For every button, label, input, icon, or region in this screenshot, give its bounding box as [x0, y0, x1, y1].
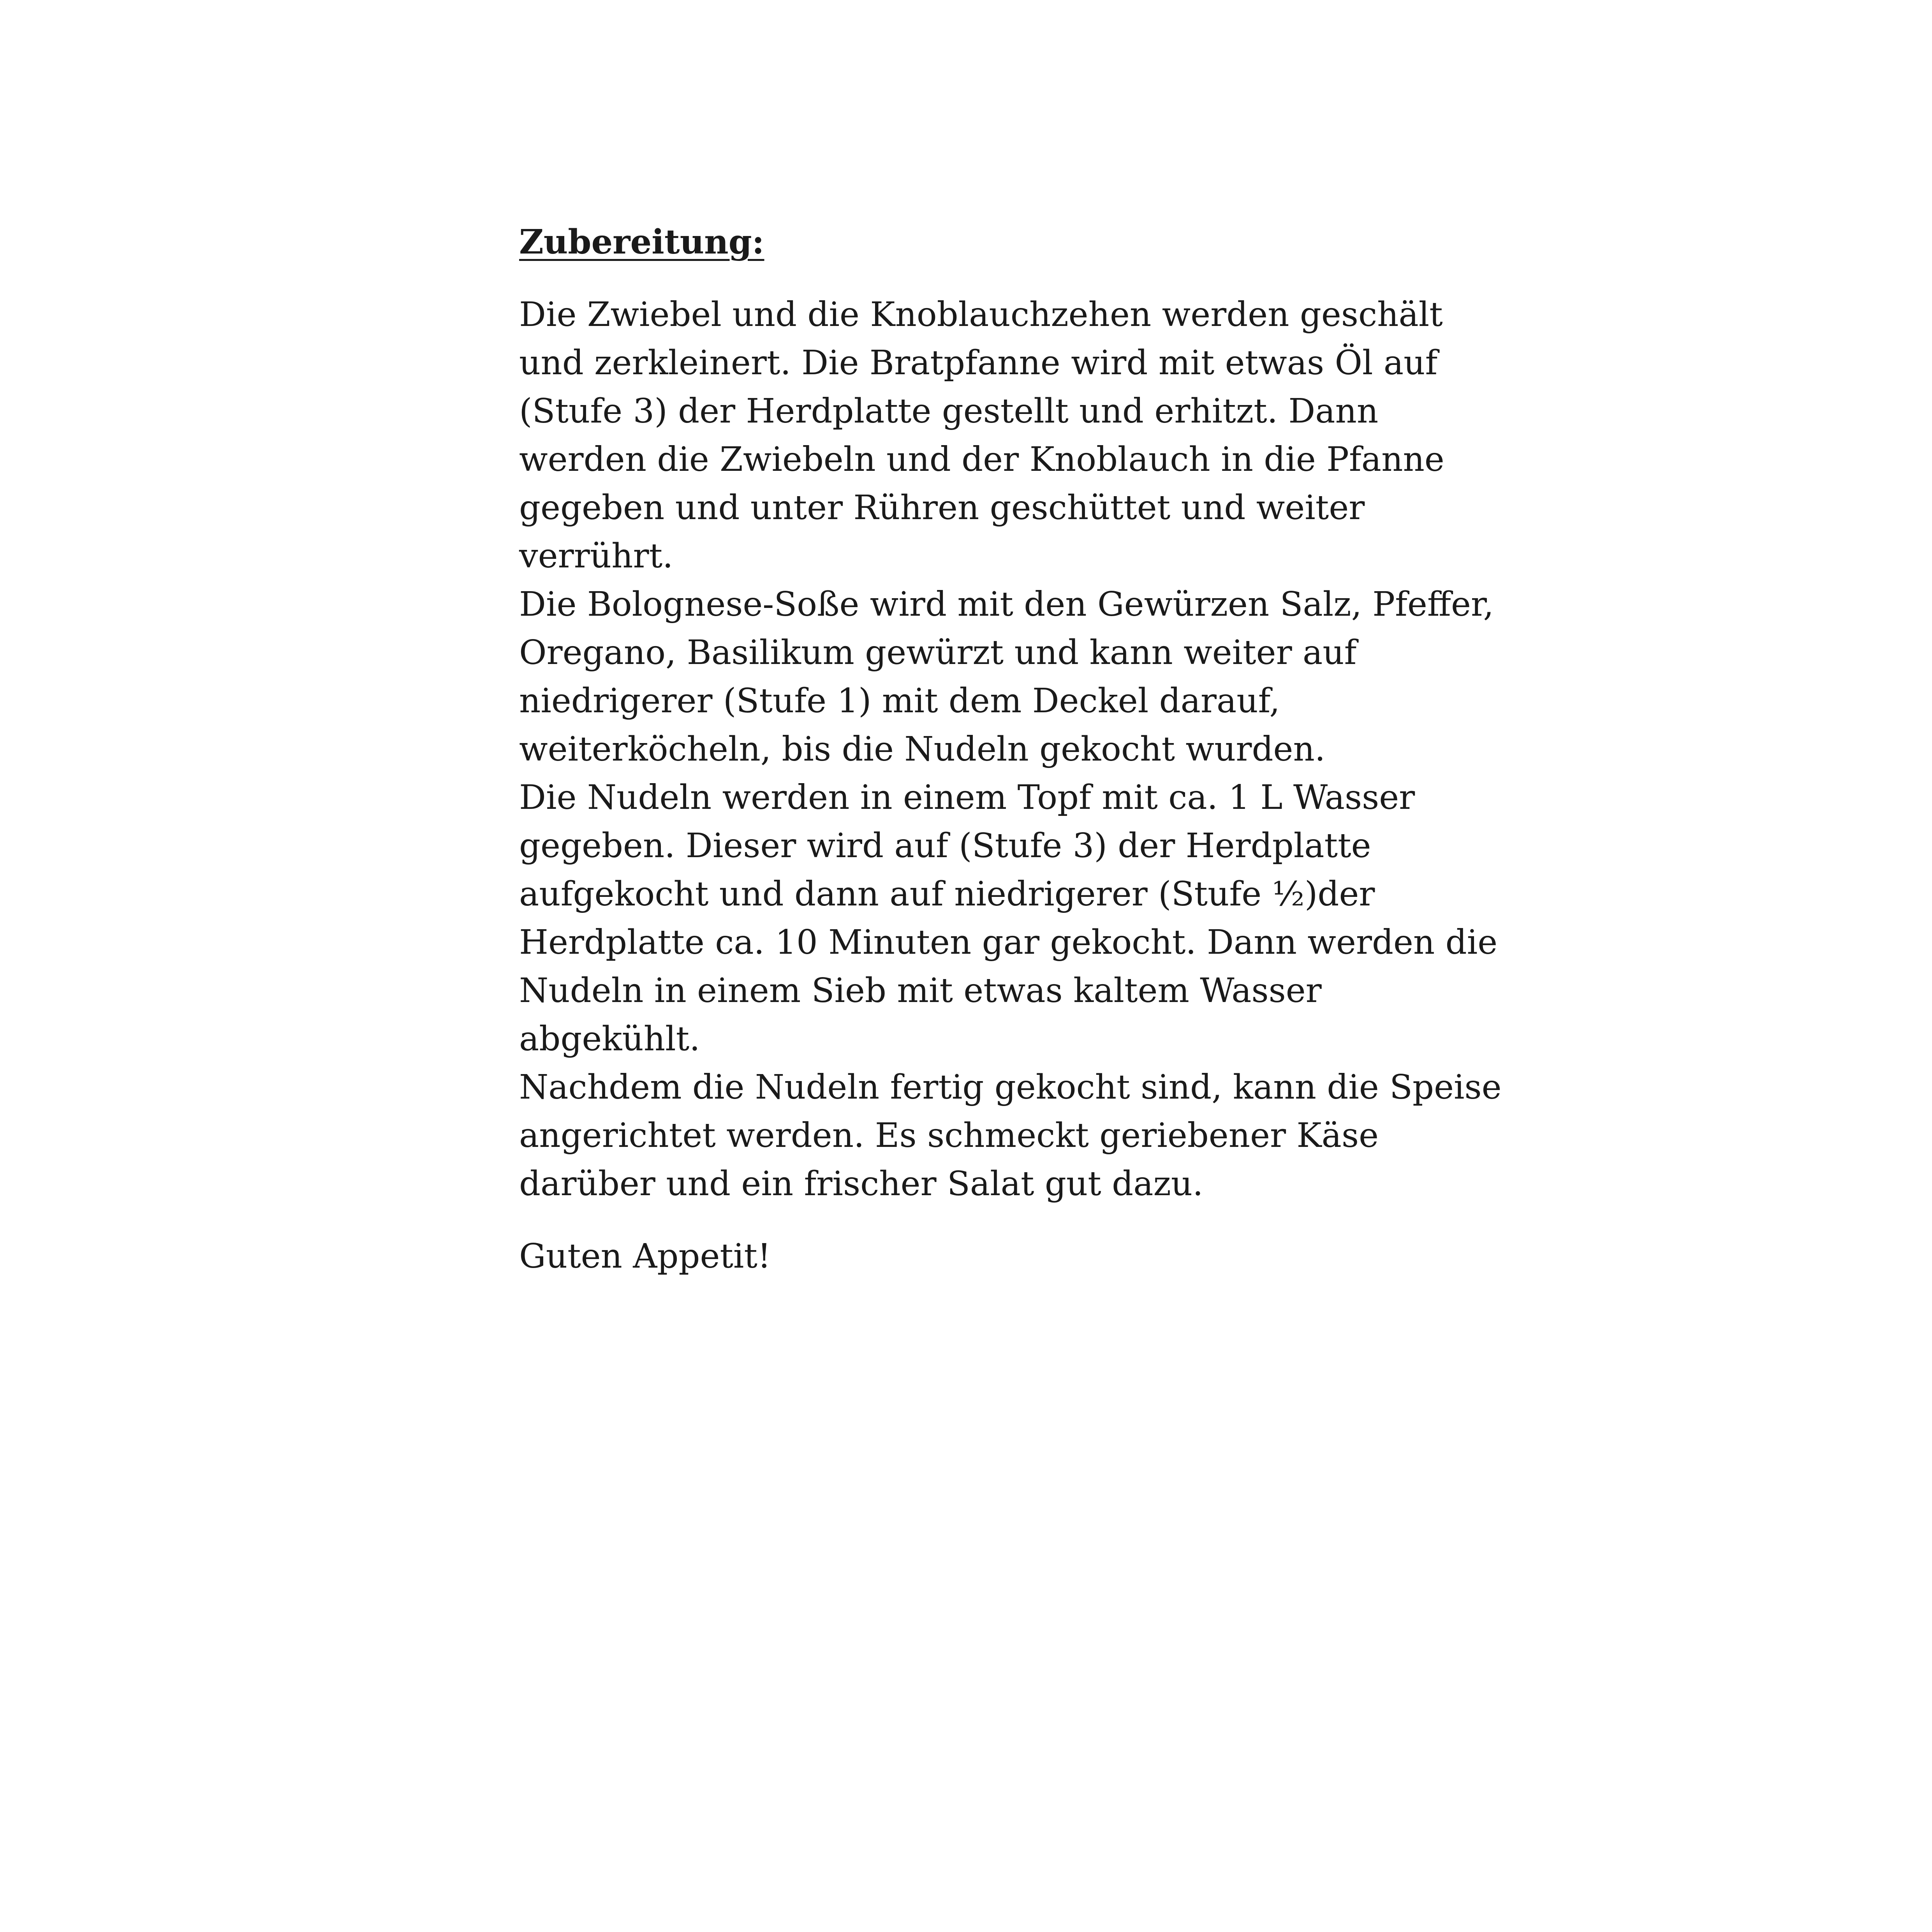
text-line: aufgekocht und dann auf niedrigerer (Stufe ½)der	[519, 875, 1375, 914]
text-line: (Stufe 3) der Herdplatte gestellt und erhitzt. Dann	[519, 392, 1379, 431]
text-line: Nachdem die Nudeln fertig gekocht sind, kann die Speise	[519, 1068, 1502, 1107]
text-line: und zerkleinert. Die Bratpfanne wird mit etwas Öl auf	[519, 343, 1438, 382]
text-line: darüber und ein frischer Salat gut dazu.	[519, 1164, 1203, 1203]
text-line: abgekühlt.	[519, 1020, 700, 1058]
instructions-text	[519, 291, 1502, 1208]
section-heading: Zubereitung:	[519, 222, 764, 262]
text-line: Die Zwiebel und die Knoblauchzehen werden geschält	[519, 295, 1443, 334]
text-line: weiterköcheln, bis die Nudeln gekocht wurden.	[519, 730, 1326, 769]
text-line: Nudeln in einem Sieb mit etwas kaltem Wasser	[519, 971, 1322, 1010]
text-line: verrührt.	[519, 537, 673, 576]
text-line: werden die Zwiebeln und der Knoblauch in die Pfanne	[519, 440, 1444, 479]
text-line: angerichtet werden. Es schmeckt geriebener Käse	[519, 1116, 1379, 1155]
text-line: Oregano, Basilikum gewürzt und kann weiter auf	[519, 633, 1357, 672]
text-line: niedrigerer (Stufe 1) mit dem Deckel darauf,	[519, 682, 1280, 720]
document-content	[519, 218, 1502, 1280]
text-line: gegeben und unter Rühren geschüttet und weiter	[519, 488, 1365, 527]
closing-line: Guten Appetit!	[519, 1237, 771, 1276]
text-line: gegeben. Dieser wird auf (Stufe 3) der Herdplatte	[519, 826, 1371, 865]
text-line: Die Nudeln werden in einem Topf mit ca. 1 L Wasser	[519, 778, 1415, 817]
text-line: Die Bolognese-Soße wird mit den Gewürzen Salz, Pfeffer,	[519, 585, 1494, 624]
text-line: Herdplatte ca. 10 Minuten gar gekocht. Dann werden die	[519, 923, 1498, 962]
